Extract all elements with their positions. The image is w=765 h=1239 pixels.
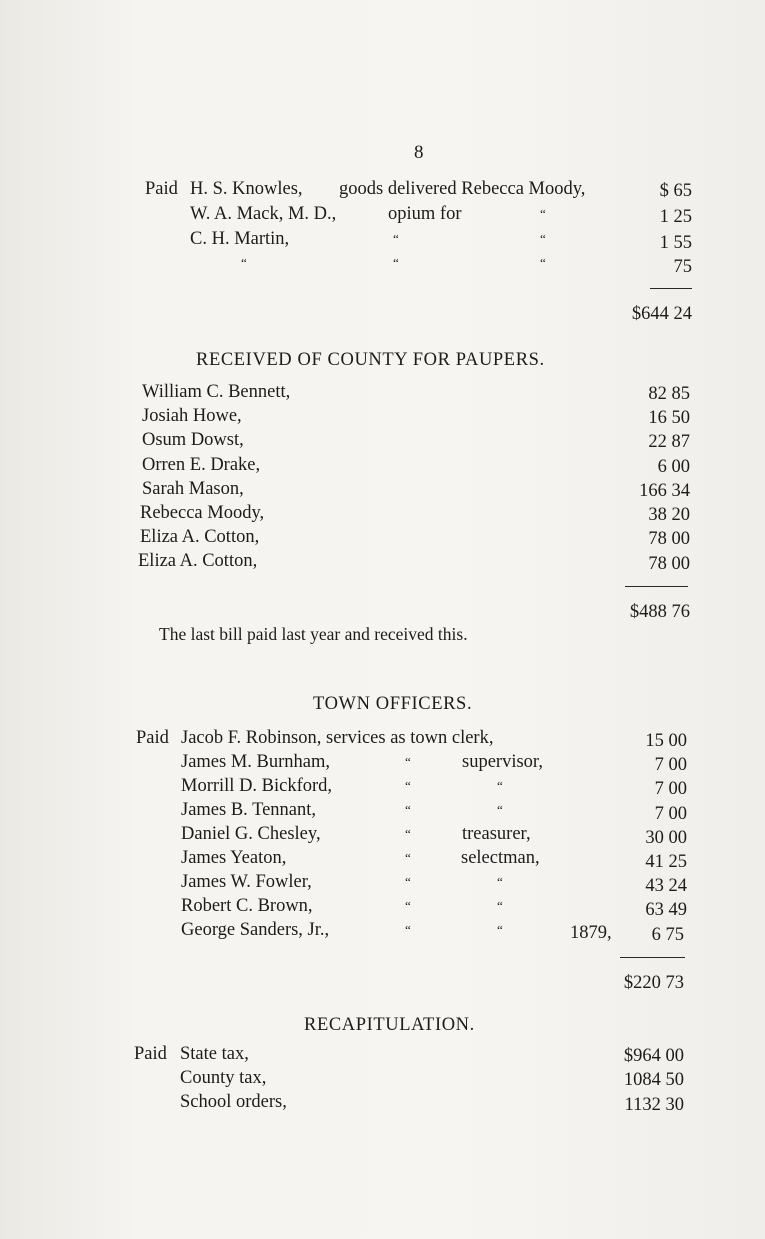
officer-role: selectman,	[461, 848, 540, 868]
officer-amount: 41 25	[645, 852, 687, 872]
section-heading: RECAPITULATION.	[304, 1015, 475, 1035]
payment-description: opium for	[388, 204, 462, 224]
list-item-name: Josiah Howe,	[142, 406, 242, 426]
section-total: $488 76	[629, 602, 690, 622]
list-item-amount: 78 00	[648, 554, 690, 574]
section-heading: RECEIVED OF COUNTY FOR PAUPERS.	[196, 350, 545, 370]
section-note: The last bill paid last year and received this.	[159, 624, 468, 644]
list-item-amount: 166 34	[639, 481, 690, 501]
officer-amount: 7 00	[654, 755, 687, 775]
ditto-mark: “	[405, 898, 412, 913]
section-total: $644 24	[631, 304, 692, 324]
officer-amount: 15 00	[645, 731, 687, 751]
recap-item-amount: 1132 30	[624, 1095, 684, 1115]
ditto-mark: “	[393, 231, 400, 246]
payment-amount: 1 55	[659, 233, 692, 253]
list-item-name: Eliza A. Cotton,	[138, 551, 258, 571]
paid-label: Paid	[145, 179, 178, 199]
ditto-mark: “	[405, 922, 412, 937]
officer-name: Daniel G. Chesley,	[181, 824, 321, 844]
ditto-mark: “	[393, 255, 400, 270]
payee-name: H. S. Knowles,	[190, 179, 303, 199]
officer-amount: 7 00	[654, 804, 687, 824]
officer-name: George Sanders, Jr.,	[181, 920, 330, 940]
recap-item-name: County tax,	[180, 1068, 267, 1088]
officer-role: supervisor,	[462, 752, 543, 772]
list-item-amount: 6 00	[657, 457, 690, 477]
ditto-mark: “	[540, 255, 547, 270]
officer-name: James M. Burnham,	[181, 752, 331, 772]
ditto-mark: “	[497, 898, 504, 913]
ditto-mark: “	[497, 802, 504, 817]
payee-name: W. A. Mack, M. D.,	[190, 204, 337, 224]
officer-amount: 30 00	[645, 828, 687, 848]
list-item-name: Eliza A. Cotton,	[140, 527, 260, 547]
ditto-mark: “	[405, 874, 412, 889]
list-item-name: Sarah Mason,	[142, 479, 244, 499]
payment-amount: $ 65	[659, 181, 692, 201]
list-item-amount: 78 00	[648, 529, 690, 549]
list-item-name: William C. Bennett,	[142, 382, 291, 402]
section-total: $220 73	[623, 973, 684, 993]
payment-amount: 1 25	[659, 207, 692, 227]
list-item-name: Osum Dowst,	[142, 430, 244, 450]
list-item-amount: 16 50	[648, 408, 690, 428]
payment-amount: 75	[673, 257, 692, 277]
officer-name: Morrill D. Bickford,	[181, 776, 333, 796]
officer-amount: 63 49	[645, 900, 687, 920]
ditto-mark: “	[405, 778, 412, 793]
officer-role: treasurer,	[462, 824, 531, 844]
officer-role: services as town clerk,	[326, 728, 494, 748]
officer-name: James B. Tennant,	[181, 800, 317, 820]
section-heading: TOWN OFFICERS.	[313, 694, 473, 714]
officer-name: James W. Fowler,	[181, 872, 312, 892]
ditto-mark: “	[241, 255, 248, 270]
ditto-mark: “	[497, 874, 504, 889]
recap-item-name: State tax,	[180, 1044, 249, 1064]
ditto-mark: “	[540, 231, 547, 246]
total-rule	[650, 288, 692, 289]
officer-name: Jacob F. Robinson,	[181, 728, 322, 748]
list-item-amount: 38 20	[648, 505, 690, 525]
payee-name: C. H. Martin,	[190, 229, 290, 249]
ditto-mark: “	[405, 802, 412, 817]
recap-item-name: School orders,	[180, 1092, 287, 1112]
officer-year: 1879,	[570, 923, 612, 943]
officer-amount: 7 00	[654, 779, 687, 799]
recap-item-amount: $964 00	[623, 1046, 684, 1066]
ditto-mark: “	[405, 826, 412, 841]
ditto-mark: “	[405, 754, 412, 769]
total-rule	[620, 957, 685, 958]
page-number: 8	[414, 142, 424, 163]
ditto-mark: “	[405, 850, 412, 865]
officer-amount: 43 24	[645, 876, 687, 896]
list-item-amount: 82 85	[648, 384, 690, 404]
paid-label: Paid	[136, 728, 169, 748]
ditto-mark: “	[540, 206, 547, 221]
ditto-mark: “	[497, 778, 504, 793]
officer-name: James Yeaton,	[181, 848, 287, 868]
list-item-amount: 22 87	[648, 432, 690, 452]
officer-amount: 6 75	[651, 925, 684, 945]
officer-name: Robert C. Brown,	[181, 896, 313, 916]
list-item-name: Rebecca Moody,	[140, 503, 265, 523]
payment-description: goods delivered Rebecca Moody,	[339, 179, 586, 199]
paid-label: Paid	[134, 1044, 167, 1064]
total-rule	[625, 586, 688, 587]
ditto-mark: “	[497, 922, 504, 937]
list-item-name: Orren E. Drake,	[142, 455, 261, 475]
recap-item-amount: 1084 50	[623, 1070, 684, 1090]
